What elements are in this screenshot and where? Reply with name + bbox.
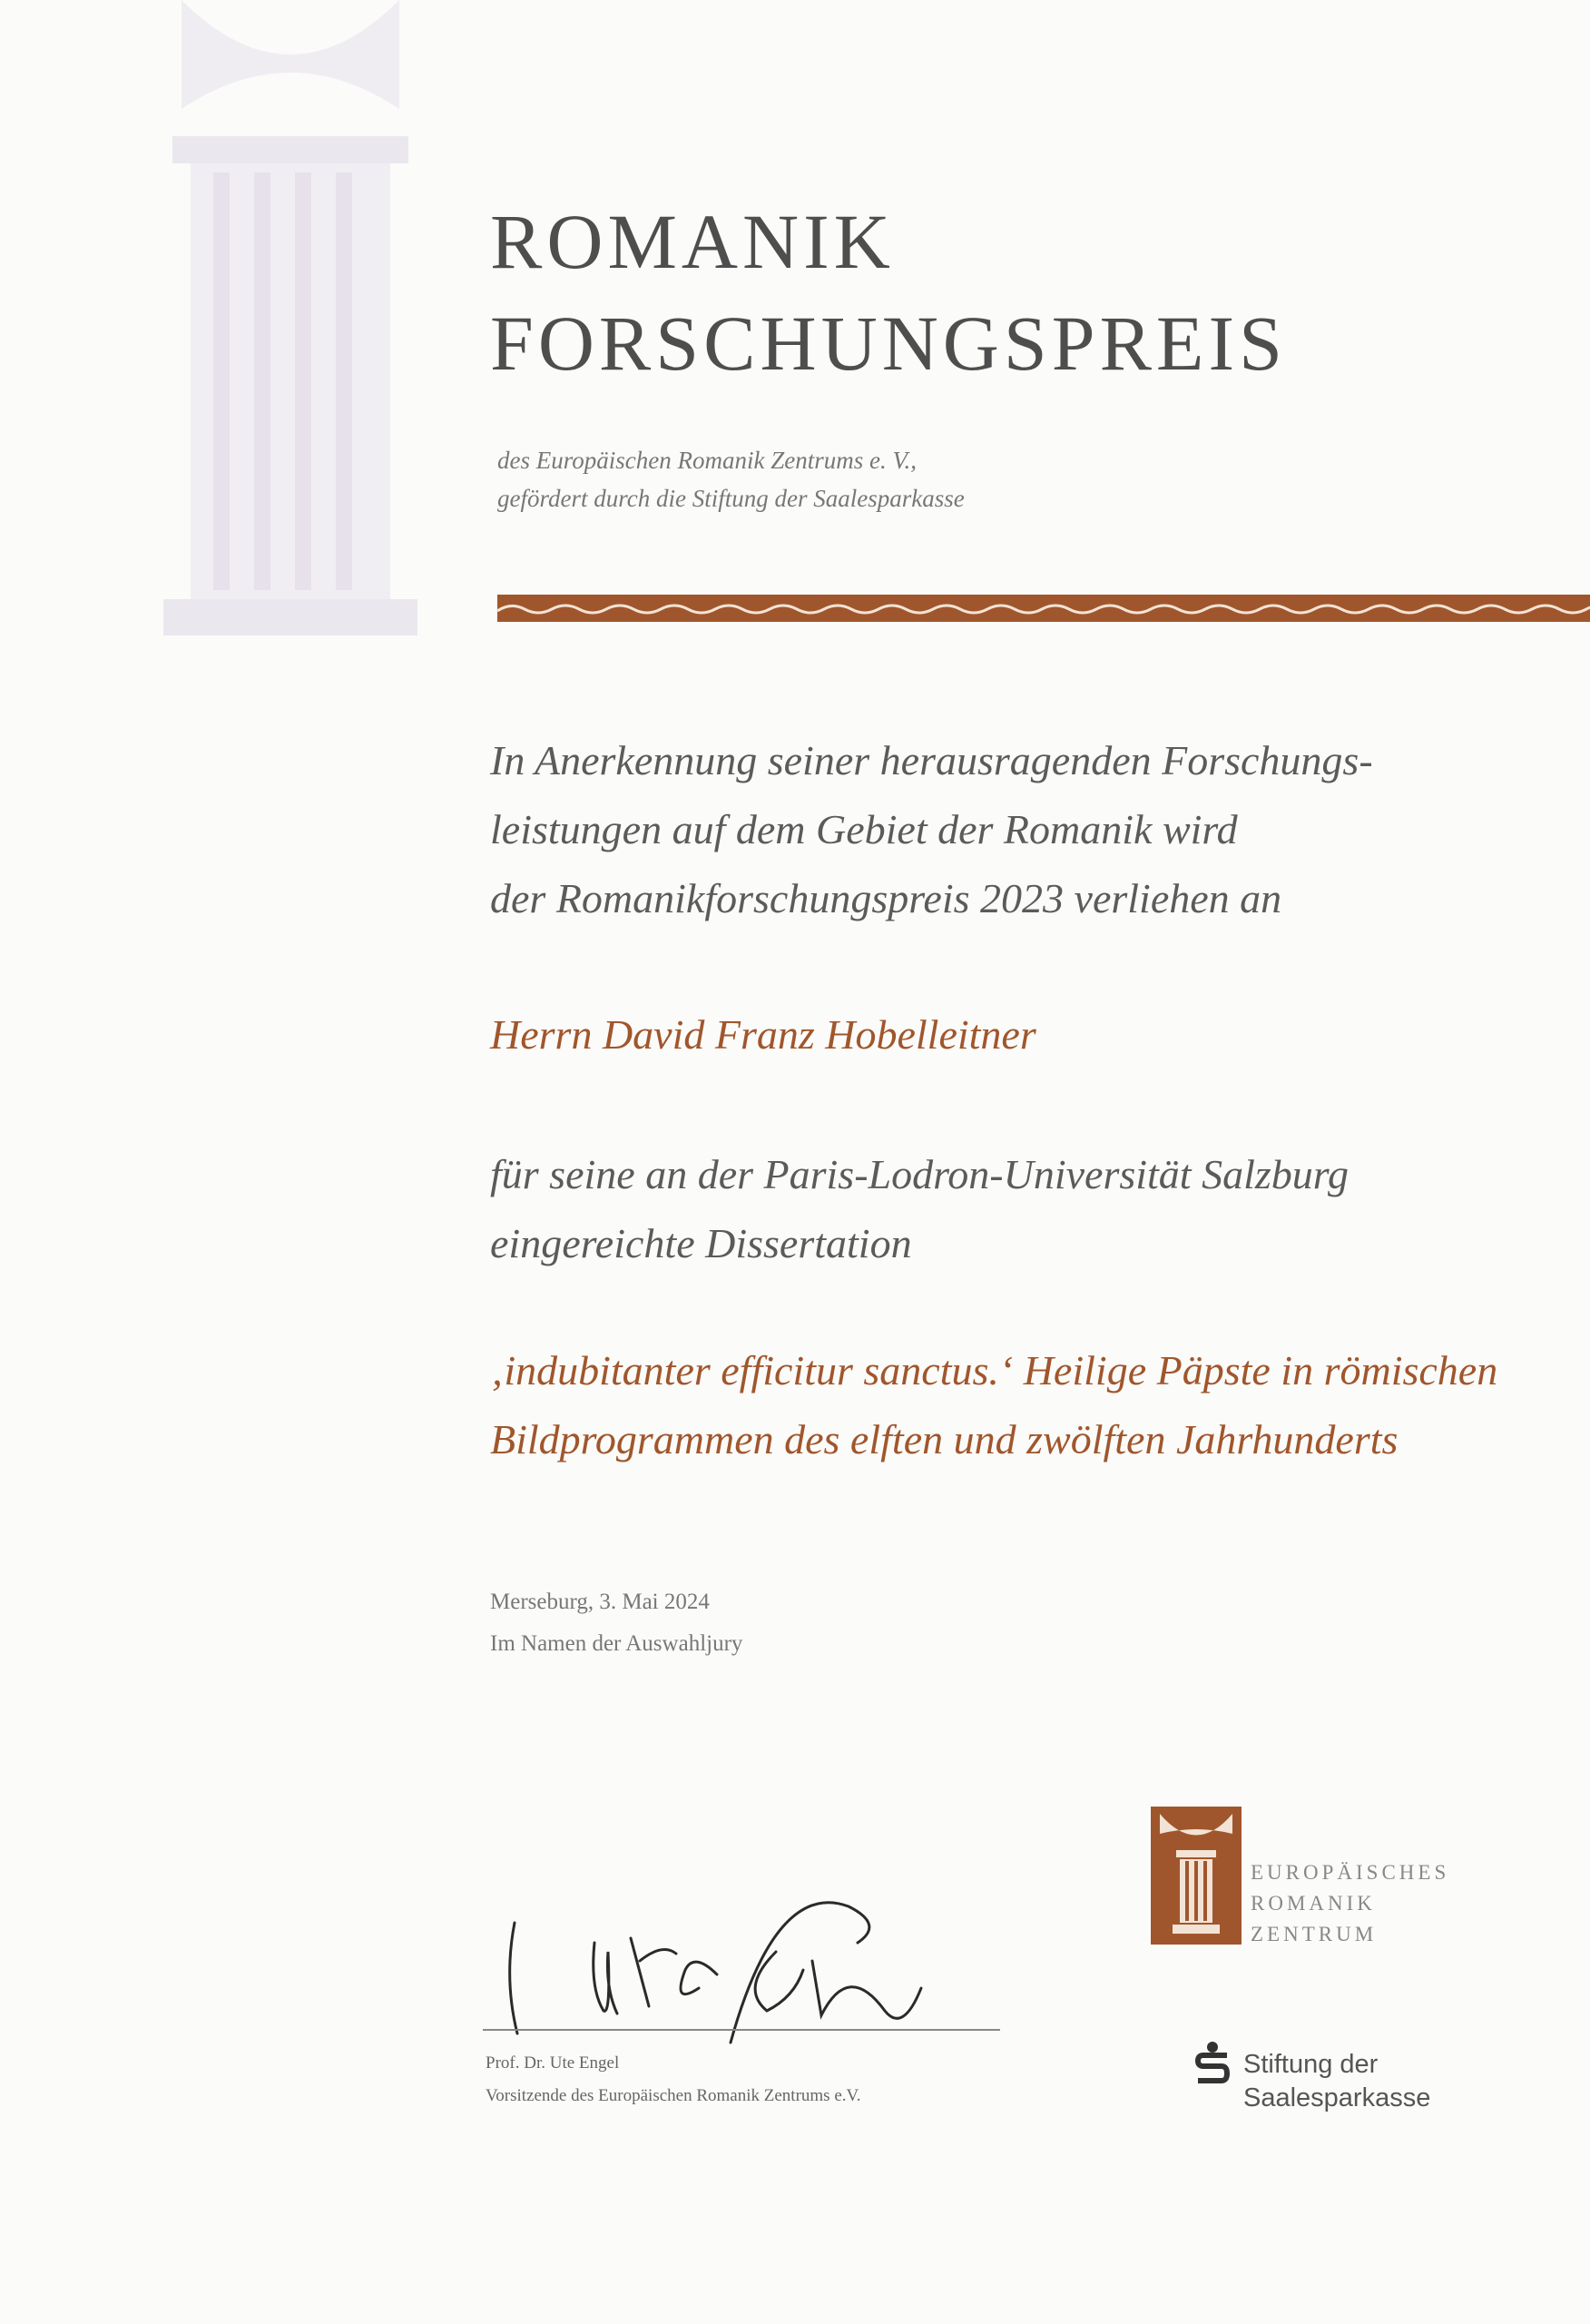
erz-line-1: EUROPÄISCHES (1251, 1861, 1450, 1884)
erz-line-3: ZENTRUM (1251, 1923, 1378, 1945)
place-date-block (490, 1581, 742, 1665)
dissertation-title-line-2: Bildprogrammen des elften und zwölften Jahrhunderts (490, 1416, 1399, 1462)
recipient-block (490, 1000, 1036, 1069)
subtitle-line-1: des Europäischen Romanik Zentrums e. V., (497, 447, 917, 474)
sparkasse-s-icon (1194, 2041, 1231, 2098)
decorative-ribbon (497, 595, 1590, 622)
recognition-text (490, 726, 1373, 933)
dissertation-intro-line-2: eingereichte Dissertation (490, 1220, 912, 1266)
title-line-2: FORSCHUNGSPREIS (490, 300, 1287, 387)
dissertation-intro (490, 1140, 1349, 1278)
place-date: Merseburg, 3. Mai 2024 (490, 1590, 710, 1614)
recipient-name: Herrn David Franz Hobelleitner (490, 1011, 1036, 1058)
dissertation-title (490, 1336, 1497, 1474)
certificate-title (490, 191, 1287, 394)
dissertation-intro-line-1: für seine an der Paris-Lodron-Universität Salzburg (490, 1151, 1349, 1197)
recognition-line-1: In Anerkennung seiner herausragenden Forschungs- (490, 737, 1373, 783)
sparkasse-line-2: Saalesparkasse (1243, 2083, 1431, 2112)
subtitle (497, 441, 965, 517)
signatory-role: Vorsitzende des Europäischen Romanik Zentrums e.V. (486, 2086, 861, 2105)
jury-note: Im Namen der Auswahljury (490, 1631, 743, 1656)
handwritten-signature (504, 1852, 1012, 2052)
signatory-name: Prof. Dr. Ute Engel (486, 2053, 620, 2073)
erz-line-2: ROMANIK (1251, 1892, 1376, 1915)
romanik-zentrum-logo-icon (1151, 1807, 1242, 1945)
column-watermark-icon (163, 0, 417, 672)
signatory-block (486, 2047, 861, 2112)
sparkasse-line-1: Stiftung der (1243, 2050, 1379, 2079)
recognition-line-2: leistungen auf dem Gebiet der Romanik wird (490, 806, 1238, 852)
signature-line (483, 2029, 1000, 2031)
title-line-1: ROMANIK (490, 198, 895, 285)
dissertation-title-line-1: ‚indubitanter efficitur sanctus.‘ Heilige Päpste in römischen (490, 1347, 1498, 1393)
romanik-zentrum-logo-text (1251, 1857, 1449, 1950)
subtitle-line-2: gefördert durch die Stiftung der Saalesparkasse (497, 485, 965, 512)
sparkasse-logo-text (1243, 2048, 1430, 2115)
recognition-line-3: der Romanikforschungspreis 2023 verliehen an (490, 875, 1282, 921)
